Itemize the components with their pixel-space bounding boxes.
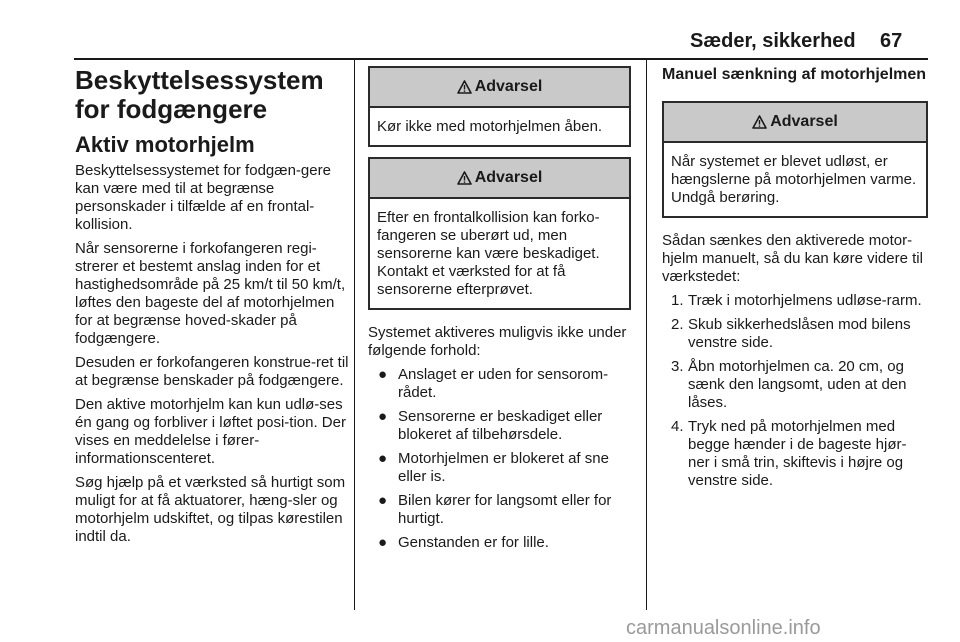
list-item-text: Motorhjelmen er blokeret af sne eller is. (398, 450, 609, 485)
list-item-text: Sensorerne er beskadiget eller blokeret af tilbehørsdele. (398, 408, 603, 443)
list-item (368, 492, 631, 528)
step-number: 2. (671, 316, 684, 333)
paragraph: Desuden er forkofangeren konstrue-ret til at begrænse benskader på fodgængere. (75, 354, 349, 389)
step-item (662, 316, 928, 352)
procedure-steps (662, 292, 928, 490)
step-item (662, 358, 928, 412)
warning-header (664, 103, 926, 143)
warning-triangle-icon (457, 80, 472, 94)
column-2 (368, 66, 631, 558)
bullet-icon: ● (378, 408, 388, 425)
warning-triangle-icon (752, 115, 767, 129)
list-item-text: Anslaget er uden for sensorom-rådet. (398, 366, 609, 401)
column-1 (75, 66, 353, 552)
step-text: Træk i motorhjelmens udløse-rarm. (688, 292, 922, 309)
conditions-list (368, 366, 631, 552)
warning-triangle-icon (457, 171, 472, 185)
warning-box (368, 66, 631, 147)
warning-header (370, 68, 629, 108)
procedure-intro: Sådan sænkes den aktiverede motor-hjelm manuelt, så du kan køre videre til værkstedet: (662, 232, 923, 285)
warning-header (370, 159, 629, 199)
warning-label: Advarsel (474, 78, 543, 95)
list-item (368, 534, 631, 552)
step-item (662, 418, 928, 490)
warning-box (662, 101, 928, 218)
list-item-text: Genstanden er for lille. (398, 534, 549, 551)
step-item (662, 292, 928, 310)
step-text: Åbn motorhjelmen ca. 20 cm, og sænk den langsomt, uden at den låses. (688, 358, 907, 411)
column-3 (662, 66, 928, 496)
warning-text: Efter en frontalkollision kan forko-fangeren se uberørt ud, men sensorerne kan være beskadiget. Kontakt et værksted for at få sensorerne efterprøvet. (377, 209, 600, 298)
paragraph: Søg hjælp på et værksted så hurtigt som muligt for at få aktuatorer, hæng-sler og motorhjelm udskiftet, og tilpas kørestilen indtil da. (75, 474, 346, 545)
subsection-title: Manuel sænkning af motorhjelmen (662, 66, 927, 83)
watermark: carmanualsonline.info (626, 617, 821, 639)
warning-text: Kør ikke med motorhjelmen åben. (377, 118, 603, 135)
list-item (368, 366, 631, 402)
subsection-title: Aktiv motorhjelm (75, 132, 255, 157)
warning-box (368, 157, 631, 310)
column-divider-2 (646, 60, 647, 610)
step-number: 3. (671, 358, 684, 375)
warning-label: Advarsel (474, 169, 543, 186)
section-title: Beskyttelsessystem for fodgængere (75, 65, 324, 124)
bullet-icon: ● (378, 492, 388, 509)
warning-label: Advarsel (770, 113, 838, 130)
step-number: 1. (671, 292, 684, 309)
running-header-title: Sæder, sikkerhed (690, 30, 856, 52)
step-number: 4. (671, 418, 684, 435)
step-text: Tryk ned på motorhjelmen med begge hænder i de bageste hjør-ner i små trin, skiftevis i højre og venstre side. (688, 418, 907, 489)
bullet-icon: ● (378, 450, 388, 467)
list-item-text: Bilen kører for langsomt eller for hurtigt. (398, 492, 612, 527)
page-header (0, 0, 960, 60)
list-item (368, 450, 631, 486)
bullet-icon: ● (378, 534, 388, 551)
paragraph: Den aktive motorhjelm kan kun udlø-ses én gang og forbliver i løftet posi-tion. Der vises en meddelelse i fører-informationscenteret. (75, 396, 346, 467)
warning-text: Når systemet er blevet udløst, er hængslerne på motorhjelmen varme. Undgå berøring. (671, 153, 917, 206)
header-rule (74, 58, 928, 60)
page-number: 67 (880, 30, 903, 52)
list-item (368, 408, 631, 444)
bullet-icon: ● (378, 366, 388, 383)
column-divider-1 (354, 60, 355, 610)
conditions-intro: Systemet aktiveres muligvis ikke under følgende forhold: (368, 324, 627, 359)
step-text: Skub sikkerhedslåsen mod bilens venstre side. (688, 316, 911, 351)
paragraph: Beskyttelsessystemet for fodgæn-gere kan være med til at begrænse personskader i tilfælde af en frontal-kollision. (75, 162, 331, 233)
paragraph: Når sensorerne i forkofangeren regi-strerer et bestemt anslag inden for et hastighedsområde på 25 km/t til 50 km/t, løftes den bageste del af motorhjelmen for at begrænse hoved-skader på fodgængere. (75, 240, 346, 347)
